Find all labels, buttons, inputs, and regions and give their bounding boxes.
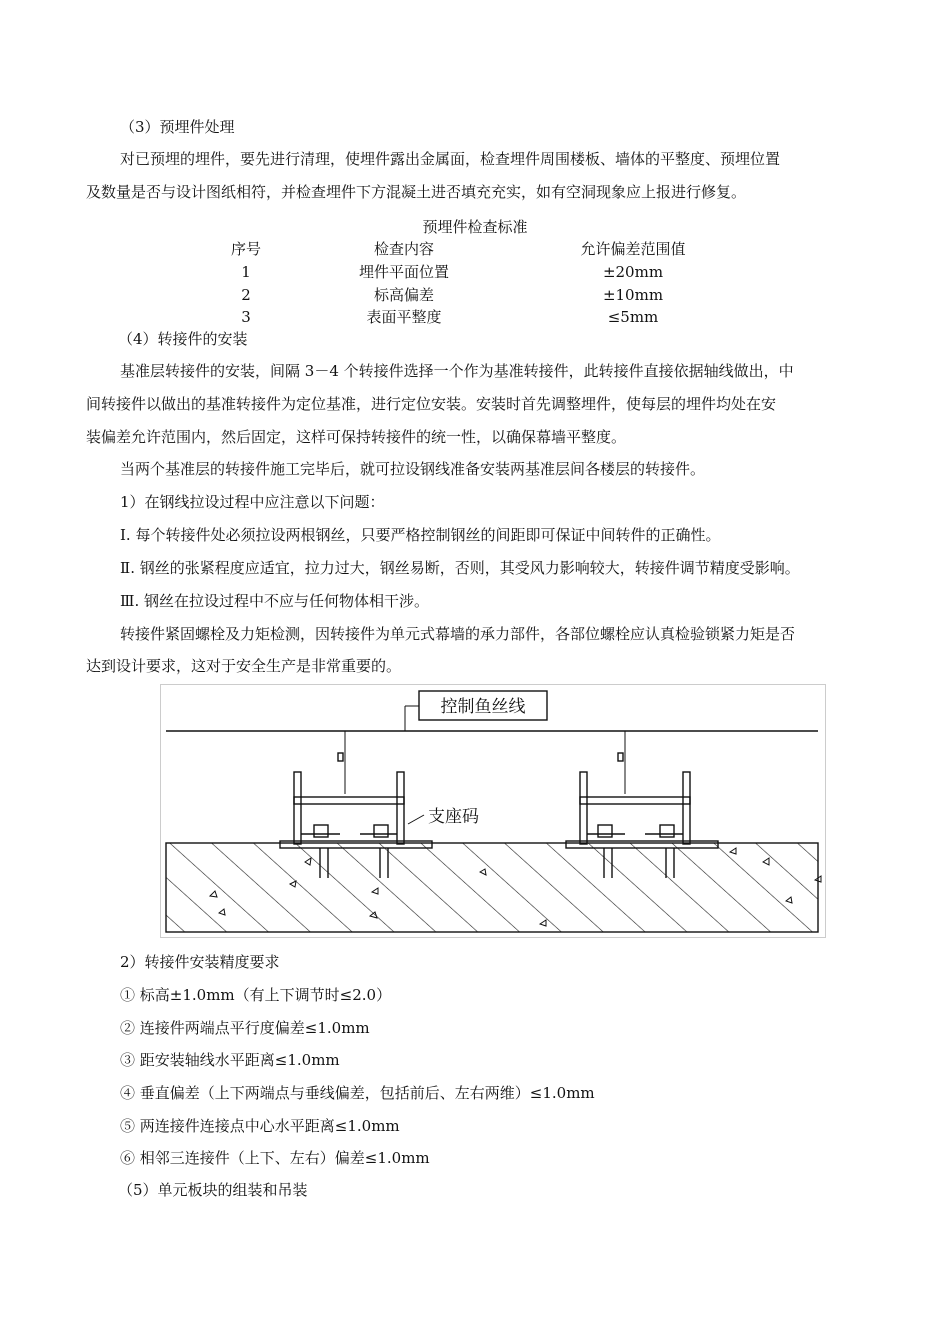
table-header-index: 序号 bbox=[230, 240, 261, 258]
table-cell: 3 bbox=[241, 308, 251, 326]
table-cell: ≤5mm bbox=[607, 308, 659, 326]
table-cell: 埋件平面位置 bbox=[358, 263, 449, 281]
table-cell: 2 bbox=[241, 286, 251, 304]
sub-1-item: Ⅲ. 钢丝在拉设过程中不应与任何物体相干涉。 bbox=[120, 592, 430, 610]
support-label: 支座码 bbox=[428, 807, 479, 827]
sub-2-item: ① 标高±1.0mm（有上下调节时≤2.0） bbox=[120, 986, 392, 1004]
table-cell: 标高偏差 bbox=[373, 286, 434, 304]
sub-2-item: ③ 距安装轴线水平距离≤1.0mm bbox=[120, 1051, 340, 1069]
control-line-label: 控制鱼丝线 bbox=[440, 697, 526, 717]
table-title: 预埋件检查标准 bbox=[422, 218, 528, 236]
section-4-paragraph-1-line-1: 基准层转接件的安装，间隔 3－4 个转接件选择一个作为基准转接件，此转接件直接依据轴线做出，中 bbox=[120, 362, 794, 380]
bracket-installation-figure bbox=[160, 684, 826, 938]
table-cell: ±10mm bbox=[602, 286, 664, 304]
section-3-paragraph-line-1: 对已预埋的埋件，要先进行清理，使埋件露出金属面，检查埋件周围楼板、墙体的平整度、预埋位置 bbox=[120, 150, 781, 168]
table-header-tolerance: 允许偏差范围值 bbox=[580, 240, 686, 258]
section-4-paragraph-1-line-2: 间转接件以做出的基准转接件为定位基准，进行定位安装。安装时首先调整埋件，使每层的埋件均处在安 bbox=[86, 395, 777, 413]
section-5-heading: （5）单元板块的组装和吊装 bbox=[118, 1181, 308, 1199]
sub-1-item: Ⅰ. 每个转接件处必须拉设两根钢丝，只要严格控制钢丝的间距即可保证中间转件的正确性。 bbox=[120, 526, 721, 544]
sub-1-item: Ⅱ. 钢丝的张紧程度应适宜，拉力过大，钢丝易断，否则，其受风力影响较大，转接件调节精度受影响。 bbox=[120, 559, 800, 577]
sub-2-item: ⑥ 相邻三连接件（上下、左右）偏差≤1.0mm bbox=[120, 1149, 430, 1167]
sub-2-heading: 2）转接件安装精度要求 bbox=[120, 953, 280, 971]
table-cell: 表面平整度 bbox=[366, 308, 442, 326]
table-header-content: 检查内容 bbox=[373, 240, 434, 258]
concrete-slab bbox=[166, 843, 818, 932]
sub-1-heading: 1）在钢线拉设过程中应注意以下问题： bbox=[120, 493, 385, 511]
table-cell: 1 bbox=[241, 263, 251, 281]
section-4-paragraph-1-line-3: 装偏差允许范围内，然后固定，这样可保持转接件的统一性，以确保幕墙平整度。 bbox=[86, 428, 627, 446]
sub-2-item: ④ 垂直偏差（上下两端点与垂线偏差，包括前后、左右两维）≤1.0mm bbox=[120, 1084, 595, 1102]
section-3-heading: （3）预埋件处理 bbox=[120, 118, 235, 136]
section-3-paragraph-line-2: 及数量是否与设计图纸相符，并检查埋件下方混凝土进否填充充实，如有空洞现象应上报进行修复。 bbox=[86, 183, 747, 201]
table-cell: ±20mm bbox=[602, 263, 664, 281]
section-4-paragraph-2: 当两个基准层的转接件施工完毕后，就可拉设钢线准备安装两基准层间各楼层的转接件。 bbox=[120, 460, 706, 478]
sub-2-item: ⑤ 两连接件连接点中心水平距离≤1.0mm bbox=[120, 1117, 400, 1135]
section-4-paragraph-3-line-1: 转接件紧固螺栓及力矩检测，因转接件为单元式幕墙的承力部件，各部位螺栓应认真检验锁紧力矩是否 bbox=[120, 625, 796, 643]
section-4-paragraph-3-line-2: 达到设计要求，这对于安全生产是非常重要的。 bbox=[86, 657, 402, 675]
section-4-heading: （4）转接件的安装 bbox=[118, 330, 248, 348]
sub-2-item: ② 连接件两端点平行度偏差≤1.0mm bbox=[120, 1019, 370, 1037]
